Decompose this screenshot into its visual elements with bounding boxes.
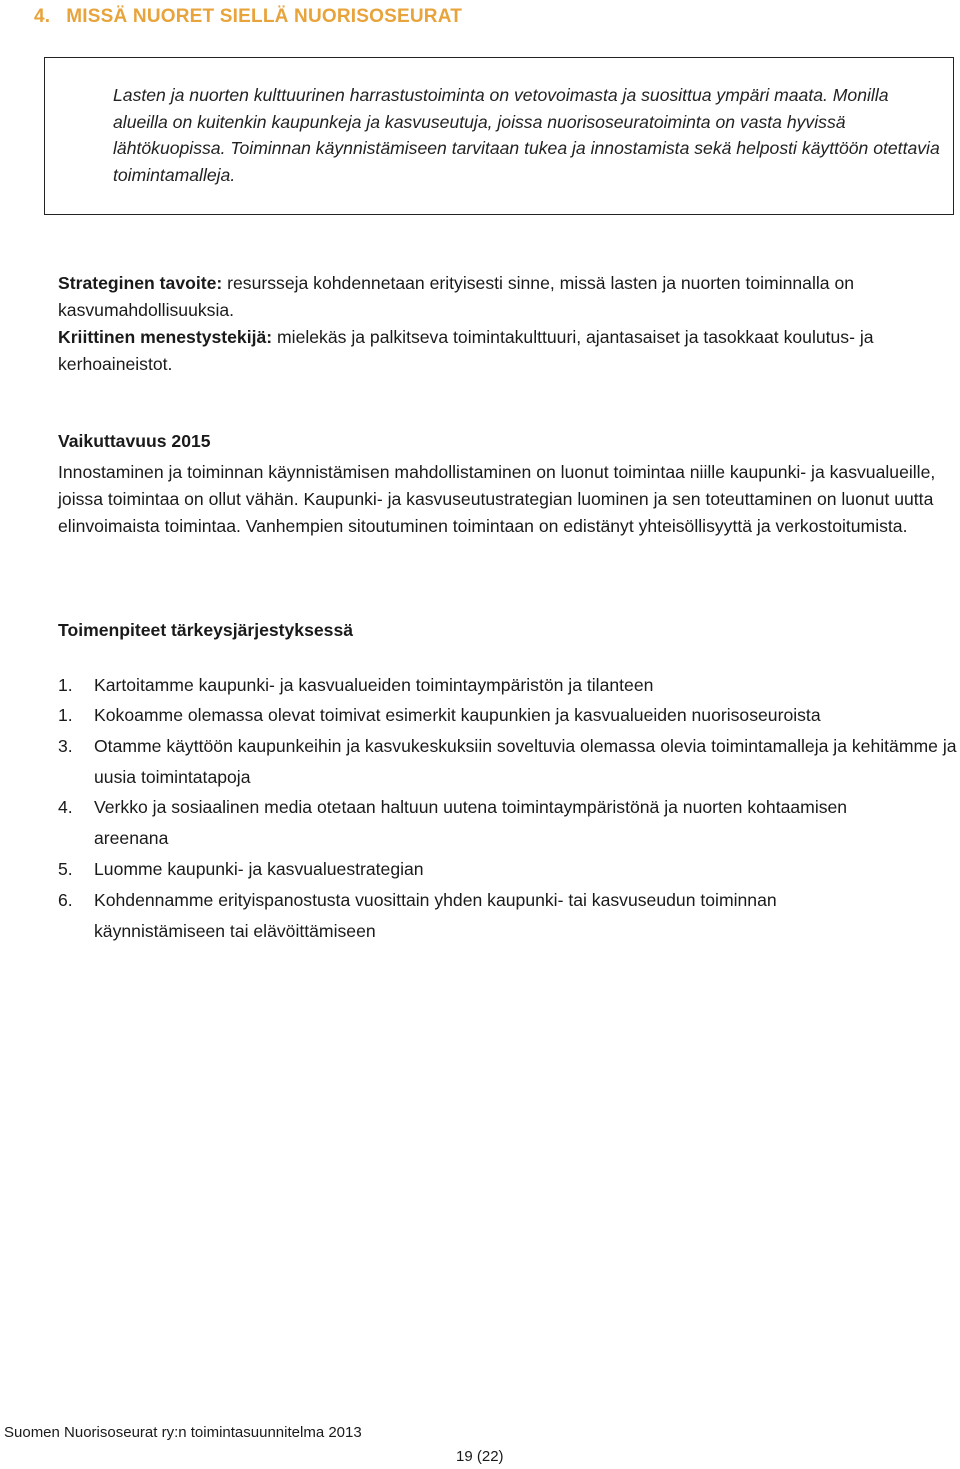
- actions-title: Toimenpiteet tärkeysjärjestyksessä: [58, 620, 354, 640]
- action-item: [58, 854, 958, 885]
- action-item-text: Kokoamme olemassa olevat toimivat esimerkit kaupunkien ja kasvualueiden nuorisoseuroista: [94, 705, 821, 725]
- section-title: MISSÄ NUORET SIELLÄ NUORISOSEURAT: [66, 6, 463, 27]
- action-item-number: 3.: [58, 736, 73, 756]
- critical-factor-paragraph: [58, 324, 953, 378]
- action-item: [58, 731, 958, 793]
- strategic-goal-text: resursseja kohdennetaan erityisesti sinne, missä lasten ja nuorten toiminnalla on kasvumahdollisuuksia.: [58, 273, 855, 320]
- footer-page-number: 19 (22): [456, 1448, 504, 1465]
- intro-callout-text: Lasten ja nuorten kulttuurinen harrastustoiminta on vetovoimasta ja suosittua ympäri maata. Monilla alueilla on kuitenkin kaupunkeja ja kasvuseutuja, joissa nuorisoseuratoiminta on vasta hyvissä lähtökuopissa. Toiminnan käynnistämiseen tarvitaan tukea ja innostamista sekä helposti käyttöön otettavia toimintamalleja.: [113, 85, 940, 185]
- action-item-number: 1.: [58, 675, 73, 695]
- section-number: 4.: [34, 6, 51, 27]
- critical-factor-text: mielekäs ja palkitseva toimintakulttuuri, ajantasaiset ja tasokkaat koulutus- ja kerhoaineistot.: [58, 327, 874, 374]
- action-item-number: 1.: [58, 705, 73, 725]
- action-item-text: Luomme kaupunki- ja kasvualuestrategian: [94, 859, 424, 879]
- action-item-number: 5.: [58, 859, 73, 879]
- intro-callout-box: [44, 57, 954, 215]
- action-item-text: Kartoitamme kaupunki- ja kasvualueiden toimintaympäristön ja tilanteen: [94, 675, 654, 695]
- action-item-text: Otamme käyttöön kaupunkeihin ja kasvukeskuksiin soveltuvia olemassa olevia toimintamalleja ja kehitämme ja uusia toimintatapoja: [94, 736, 957, 787]
- footer-document-title: Suomen Nuorisoseurat ry:n toimintasuunnitelma 2013: [4, 1424, 362, 1441]
- action-item: [58, 700, 958, 731]
- section-heading: [34, 6, 462, 28]
- impact-title: Vaikuttavuus 2015: [58, 431, 211, 451]
- action-item-text: Kohdennamme erityispanostusta vuosittain yhden kaupunki- tai kasvuseudun toiminnan käynnistämiseen tai elävöittämiseen: [94, 890, 777, 941]
- action-item-number: 4.: [58, 797, 73, 817]
- action-item-text: Verkko ja sosiaalinen media otetaan haltuun uutena toimintaympäristönä ja nuorten kohtaamisen areenana: [94, 797, 848, 848]
- impact-text: Innostaminen ja toiminnan käynnistämisen mahdollistaminen on luonut toimintaa niille kaupunki- ja kasvualueille, joissa toimintaa on ollut vähän. Kaupunki- ja kasvuseutustrategian luominen ja sen toteuttaminen on luonut uutta elinvoimaista toimintaa. Vanhempien sitoutuminen toimintaan on edistänyt yhteisöllisyyttä ja verkostoitumista.: [58, 462, 936, 536]
- strategic-goal-paragraph: [58, 270, 953, 324]
- action-item-number: 6.: [58, 890, 73, 910]
- action-item: [58, 670, 958, 701]
- strategic-goal-label: Strateginen tavoite:: [58, 273, 223, 293]
- action-item: [58, 885, 958, 947]
- action-item: [58, 792, 958, 854]
- critical-factor-label: Kriittinen menestystekijä:: [58, 327, 273, 347]
